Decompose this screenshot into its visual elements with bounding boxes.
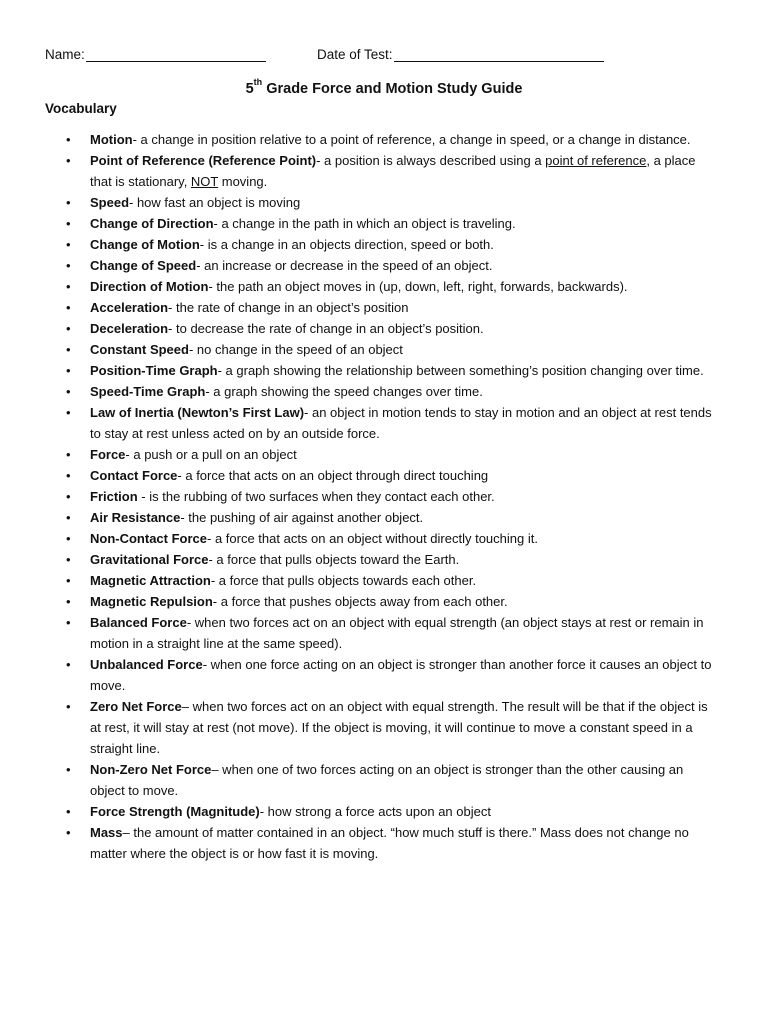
vocab-item-zero-net-force xyxy=(0,696,768,759)
vocab-item-speed-time-graph xyxy=(0,381,768,402)
bullet-icon: • xyxy=(66,321,71,336)
vocab-definition: - how fast an object is moving xyxy=(129,195,301,210)
vocab-term: Change of Motion xyxy=(90,237,200,252)
vocab-definition: - a graph showing the speed changes over time. xyxy=(205,384,483,399)
vocab-item-force-strength xyxy=(0,801,768,822)
title-grade-number: 5 xyxy=(245,80,254,97)
bullet-icon: • xyxy=(66,468,71,483)
vocab-definition: - a push or a pull on an object xyxy=(125,447,297,462)
bullet-icon: • xyxy=(66,237,71,252)
vocab-term: Position-Time Graph xyxy=(90,363,218,378)
vocab-item-deceleration xyxy=(0,318,768,339)
vocab-term: Speed xyxy=(90,195,130,210)
bullet-icon: • xyxy=(66,405,71,420)
vocab-item-motion xyxy=(0,129,768,150)
vocab-item-position-time-graph xyxy=(0,360,768,381)
header-fields xyxy=(45,47,725,67)
vocab-definition: - a change in the path in which an object is traveling. xyxy=(213,216,516,231)
bullet-icon: • xyxy=(66,342,71,357)
vocab-term: Change of Speed xyxy=(90,258,197,273)
bullet-icon: • xyxy=(66,825,71,840)
bullet-icon: • xyxy=(66,300,71,315)
bullet-icon: • xyxy=(66,657,71,672)
vocab-term: Point of Reference (Reference Point) xyxy=(90,153,317,168)
vocab-term: Law of Inertia (Newton’s First Law) xyxy=(90,405,305,420)
vocab-item-magnetic-repulsion xyxy=(0,591,768,612)
vocab-definition: - a change in position relative to a point of reference, a change in speed, or a change in distance. xyxy=(132,132,691,147)
vocab-term: Non-Contact Force xyxy=(90,531,207,546)
vocab-definition: , a place that is stationary, xyxy=(90,153,696,189)
bullet-icon: • xyxy=(66,594,71,609)
vocab-term: Motion xyxy=(90,132,133,147)
vocab-item-friction xyxy=(0,486,768,507)
vocab-definition-underlined: point of reference xyxy=(545,153,647,168)
vocab-term: Speed-Time Graph xyxy=(90,384,206,399)
bullet-icon: • xyxy=(66,510,71,525)
vocab-term: Force Strength (Magnitude) xyxy=(90,804,260,819)
vocab-term: Acceleration xyxy=(90,300,169,315)
vocab-item-direction-of-motion xyxy=(0,276,768,297)
vocab-item-speed xyxy=(0,192,768,213)
vocab-definition: - an increase or decrease in the speed of an object. xyxy=(196,258,493,273)
date-of-test-field[interactable] xyxy=(317,47,604,62)
vocab-definition: - a force that acts on an object without directly touching it. xyxy=(207,531,538,546)
vocab-definition: – the amount of matter contained in an object. “how much stuff is there.” Mass does not change no matter where the object is or how fast it is moving. xyxy=(90,825,689,861)
date-of-test-blank-line[interactable] xyxy=(394,47,604,62)
vocab-definition: – when one of two forces acting on an object is stronger than the other causing an object to move. xyxy=(90,762,684,798)
vocab-item-force xyxy=(0,444,768,465)
vocab-definition: - a force that pushes objects away from each other. xyxy=(212,594,508,609)
vocab-item-point-of-reference xyxy=(0,150,768,192)
bullet-icon: • xyxy=(66,699,71,714)
vocab-term: Contact Force xyxy=(90,468,178,483)
name-label: Name: xyxy=(45,47,85,62)
vocab-item-law-of-inertia xyxy=(0,402,768,444)
vocab-term: Balanced Force xyxy=(90,615,187,630)
vocab-item-change-of-speed xyxy=(0,255,768,276)
vocab-item-air-resistance xyxy=(0,507,768,528)
vocab-item-gravitational-force xyxy=(0,549,768,570)
vocab-definition: - when one force acting on an object is stronger than another force it causes an object to move. xyxy=(90,657,712,693)
vocab-item-mass xyxy=(0,822,768,864)
vocab-definition-underlined: NOT xyxy=(190,174,219,189)
bullet-icon: • xyxy=(66,552,71,567)
title-text: Grade Force and Motion Study Guide xyxy=(266,80,523,97)
bullet-icon: • xyxy=(66,447,71,462)
vocab-term: Constant Speed xyxy=(90,342,189,357)
vocab-term: Magnetic Attraction xyxy=(90,573,211,588)
vocabulary-heading: Vocabulary xyxy=(45,101,117,116)
vocab-item-acceleration xyxy=(0,297,768,318)
vocab-definition: - the path an object moves in (up, down, left, right, forwards, backwards). xyxy=(208,279,628,294)
vocab-definition: - how strong a force acts upon an object xyxy=(259,804,491,819)
bullet-icon: • xyxy=(66,195,71,210)
vocab-item-unbalanced-force xyxy=(0,654,768,696)
vocab-item-non-contact-force xyxy=(0,528,768,549)
bullet-icon: • xyxy=(66,279,71,294)
vocab-definition: moving. xyxy=(218,174,268,189)
vocab-definition: - a force that pulls objects towards each other. xyxy=(210,573,477,588)
vocab-definition: - is the rubbing of two surfaces when they contact each other. xyxy=(137,489,495,504)
vocab-term: Zero Net Force xyxy=(90,699,182,714)
vocab-definition: - a graph showing the relationship between something’s position changing over time. xyxy=(217,363,704,378)
vocab-item-non-zero-net-force xyxy=(0,759,768,801)
vocab-definition: - an object in motion tends to stay in motion and an object at rest tends to stay at rest unless acted on by an outside force. xyxy=(90,405,712,441)
bullet-icon: • xyxy=(66,531,71,546)
vocab-term: Change of Direction xyxy=(90,216,214,231)
vocab-term: Magnetic Repulsion xyxy=(90,594,213,609)
vocab-item-magnetic-attraction xyxy=(0,570,768,591)
bullet-icon: • xyxy=(66,804,71,819)
vocab-term: Non-Zero Net Force xyxy=(90,762,212,777)
bullet-icon: • xyxy=(66,258,71,273)
bullet-icon: • xyxy=(66,216,71,231)
bullet-icon: • xyxy=(66,384,71,399)
vocab-definition: - the rate of change in an object’s position xyxy=(168,300,409,315)
vocab-item-change-of-direction xyxy=(0,213,768,234)
vocab-item-change-of-motion xyxy=(0,234,768,255)
vocab-definition: - a force that pulls objects toward the Earth. xyxy=(208,552,460,567)
bullet-icon: • xyxy=(66,573,71,588)
vocab-definition: – when two forces act on an object with equal strength. The result will be that if the object is at rest, it will stay at rest (not move). If the object is moving, it will continue to move a constant speed in a straight line. xyxy=(90,699,708,756)
name-blank-line[interactable] xyxy=(86,47,266,62)
vocab-definition: - the pushing of air against another object. xyxy=(180,510,424,525)
bullet-icon: • xyxy=(66,153,71,168)
vocab-term: Mass xyxy=(90,825,123,840)
vocab-term: Air Resistance xyxy=(90,510,181,525)
title-grade-suffix: th xyxy=(253,77,263,87)
vocab-definition: - no change in the speed of an object xyxy=(188,342,403,357)
vocab-item-constant-speed xyxy=(0,339,768,360)
vocab-term: Deceleration xyxy=(90,321,169,336)
name-field[interactable] xyxy=(45,47,266,62)
bullet-icon: • xyxy=(66,132,71,147)
vocab-definition: - a position is always described using a xyxy=(316,153,546,168)
page-title xyxy=(0,79,768,97)
vocabulary-list xyxy=(0,129,768,864)
bullet-icon: • xyxy=(66,615,71,630)
vocab-definition: - a force that acts on an object through direct touching xyxy=(177,468,489,483)
vocab-term: Friction xyxy=(90,489,138,504)
bullet-icon: • xyxy=(66,363,71,378)
vocab-term: Unbalanced Force xyxy=(90,657,203,672)
vocab-item-contact-force xyxy=(0,465,768,486)
date-of-test-label: Date of Test: xyxy=(317,47,393,62)
vocab-definition: - is a change in an objects direction, speed or both. xyxy=(199,237,494,252)
vocab-definition: - when two forces act on an object with equal strength (an object stays at rest or remain in motion in a straight line at the same speed). xyxy=(90,615,704,651)
vocab-term: Force xyxy=(90,447,126,462)
vocab-term: Gravitational Force xyxy=(90,552,209,567)
bullet-icon: • xyxy=(66,489,71,504)
vocab-item-balanced-force xyxy=(0,612,768,654)
vocab-term: Direction of Motion xyxy=(90,279,209,294)
bullet-icon: • xyxy=(66,762,71,777)
vocab-definition: - to decrease the rate of change in an object’s position. xyxy=(168,321,484,336)
